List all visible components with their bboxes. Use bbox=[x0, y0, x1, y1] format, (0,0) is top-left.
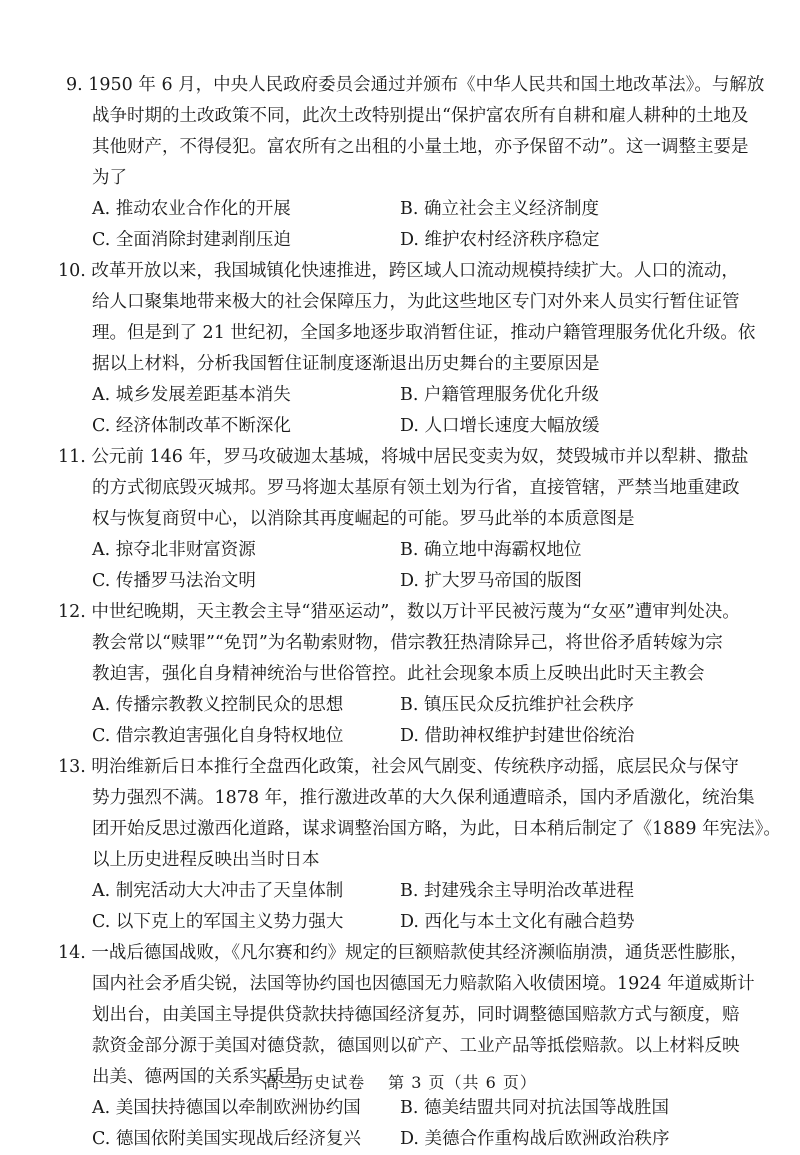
question-stem-line bbox=[58, 442, 749, 473]
question-14 bbox=[58, 938, 755, 1155]
answer-option: C. 全面消除封建剥削压迫 bbox=[92, 230, 291, 250]
stem-text: 明治维新后日本推行全盘西化政策，社会风气剧变、传统秩序动摇，底层民众与保守 bbox=[91, 757, 739, 777]
stem-text: 给人口聚集地带来极大的社会保障压力，为此这些地区专门对外来人员实行暂住证管 bbox=[92, 292, 740, 312]
question-13 bbox=[58, 752, 781, 938]
options-row bbox=[92, 566, 712, 597]
question-stem-line bbox=[92, 628, 723, 659]
options-row bbox=[92, 876, 712, 907]
answer-option: D. 维护农村经济秩序稳定 bbox=[400, 230, 600, 250]
question-stem-line bbox=[92, 473, 740, 504]
answer-option: B. 确立社会主义经济制度 bbox=[400, 199, 599, 219]
question-stem-line bbox=[92, 814, 781, 845]
question-stem-line bbox=[92, 318, 756, 349]
answer-option: C. 借宗教迫害强化自身特权地位 bbox=[92, 726, 344, 746]
options-row bbox=[92, 907, 712, 938]
question-number: 11. bbox=[58, 447, 86, 467]
question-stem-line bbox=[58, 597, 740, 628]
stem-text: 战争时期的土改政策不同，此次土改特别提出“保护富农所有自耕和雇人耕种的土地及 bbox=[92, 106, 749, 126]
options-row bbox=[92, 225, 712, 256]
options-row bbox=[92, 380, 712, 411]
question-stem-line bbox=[92, 163, 712, 194]
question-10 bbox=[58, 256, 756, 442]
question-stem-line bbox=[92, 101, 749, 132]
answer-option: C. 传播罗马法治文明 bbox=[92, 571, 256, 591]
stem-text: 理。但是到了 21 世纪初，全国多地逐步取消暂住证，推动户籍管理服务优化升级。依 bbox=[92, 323, 756, 343]
answer-option: D. 美德合作重构战后欧洲政治秩序 bbox=[400, 1129, 670, 1149]
question-stem-line bbox=[58, 938, 748, 969]
question-number: 13. bbox=[58, 757, 86, 777]
stem-text: 改革开放以来，我国城镇化快速推进，跨区域人口流动规模持续扩大。人口的流动， bbox=[91, 261, 739, 281]
stem-text: 划出台，由美国主导提供贷款扶持德国经济复苏，同时调整德国赔款方式与额度，赔 bbox=[92, 1005, 740, 1025]
question-number: 12. bbox=[58, 602, 86, 622]
stem-text: 其他财产，不得侵犯。富农所有之出租的小量土地，亦予保留不动”。这一调整主要是 bbox=[92, 137, 749, 157]
question-stem-line bbox=[66, 70, 765, 101]
options-row bbox=[92, 194, 712, 225]
answer-option: B. 户籍管理服务优化升级 bbox=[400, 385, 599, 405]
answer-option: A. 美国扶持德国以牵制欧洲协约国 bbox=[92, 1098, 361, 1118]
options-row bbox=[92, 690, 712, 721]
options-row bbox=[92, 1093, 712, 1124]
answer-option: A. 制宪活动大大冲击了天皇体制 bbox=[92, 881, 344, 901]
question-number: 14. bbox=[58, 943, 86, 963]
question-stem-line bbox=[92, 1031, 740, 1062]
question-stem-line bbox=[92, 349, 712, 380]
question-number: 9. bbox=[66, 75, 83, 95]
answer-option: B. 镇压民众反抗维护社会秩序 bbox=[400, 695, 634, 715]
stem-text: 教迫害，强化自身精神统治与世俗管控。此社会现象本质上反映出此时天主教会 bbox=[92, 664, 705, 684]
question-stem-line bbox=[92, 659, 712, 690]
question-stem-line bbox=[92, 287, 740, 318]
question-stem-line bbox=[58, 256, 739, 287]
question-9 bbox=[66, 70, 765, 256]
options-row bbox=[92, 1124, 712, 1155]
answer-option: D. 西化与本土文化有融合趋势 bbox=[400, 912, 635, 932]
question-stem-line bbox=[92, 504, 712, 535]
answer-option: B. 封建残余主导明治改革进程 bbox=[400, 881, 634, 901]
stem-text: 教会常以“赎罪”“免罚”为名勒索财物，借宗教狂热清除异己，将世俗矛盾转嫁为宗 bbox=[92, 633, 723, 653]
options-row bbox=[92, 721, 712, 752]
stem-text: 团开始反思过激西化道路，谋求调整治国方略，为此，日本稍后制定了《1889 年宪法》。 bbox=[92, 819, 781, 839]
stem-text: 出美、德两国的关系实质是 bbox=[92, 1067, 302, 1087]
answer-option: B. 德美结盟共同对抗法国等战胜国 bbox=[400, 1098, 669, 1118]
answer-option: B. 确立地中海霸权地位 bbox=[400, 540, 582, 560]
stem-text: 的方式彻底毁灭城邦。罗马将迦太基原有领土划为行省，直接管辖，严禁当地重建政 bbox=[92, 478, 740, 498]
stem-text: 据以上材料，分析我国暂住证制度逐渐退出历史舞台的主要原因是 bbox=[92, 354, 600, 374]
question-stem-line bbox=[92, 845, 712, 876]
stem-text: 权与恢复商贸中心，以消除其再度崛起的可能。罗马此举的本质意图是 bbox=[92, 509, 635, 529]
answer-option: D. 人口增长速度大幅放缓 bbox=[400, 416, 600, 436]
stem-text: 一战后德国战败，《凡尔赛和约》规定的巨额赔款使其经济濒临崩溃，通货恶性膨胀， bbox=[91, 943, 748, 963]
answer-option: C. 以下克上的军国主义势力强大 bbox=[92, 912, 344, 932]
question-list bbox=[58, 70, 781, 1155]
question-stem-line bbox=[92, 783, 755, 814]
stem-text: 国内社会矛盾尖锐，法国等协约国也因德国无力赔款陷入收债困境。1924 年道威斯计 bbox=[92, 974, 755, 994]
options-row bbox=[92, 535, 712, 566]
answer-option: C. 德国依附美国实现战后经济复兴 bbox=[92, 1129, 361, 1149]
answer-option: A. 推动农业合作化的开展 bbox=[92, 199, 291, 219]
stem-text: 公元前 146 年，罗马攻破迦太基城，将城中居民变卖为奴，焚毁城市并以犁耕、撒盐 bbox=[91, 447, 749, 467]
answer-option: C. 经济体制改革不断深化 bbox=[92, 416, 291, 436]
answer-option: D. 扩大罗马帝国的版图 bbox=[400, 571, 583, 591]
answer-option: A. 掠夺北非财富资源 bbox=[92, 540, 256, 560]
question-stem-line bbox=[58, 752, 739, 783]
stem-text: 为了 bbox=[92, 168, 127, 188]
question-stem-line bbox=[92, 1000, 740, 1031]
answer-option: D. 借助神权维护封建世俗统治 bbox=[400, 726, 635, 746]
page-footer: 高三历史试卷 第 3 页（共 6 页） bbox=[263, 1073, 537, 1092]
stem-text: 1950 年 6 月，中央人民政府委员会通过并颁布《中华人民共和国土地改革法》。与解放 bbox=[88, 75, 765, 95]
question-stem-line bbox=[92, 969, 755, 1000]
question-number: 10. bbox=[58, 261, 86, 281]
stem-text: 中世纪晚期，天主教会主导“猎巫运动”，数以万计平民被污蔑为“女巫”遭审判处决。 bbox=[91, 602, 740, 622]
question-12 bbox=[58, 597, 740, 752]
question-11 bbox=[58, 442, 749, 597]
answer-option: A. 传播宗教教义控制民众的思想 bbox=[92, 695, 344, 715]
stem-text: 势力强烈不满。1878 年，推行激进改革的大久保利通遭暗杀，国内矛盾激化，统治集 bbox=[92, 788, 755, 808]
answer-option: A. 城乡发展差距基本消失 bbox=[92, 385, 291, 405]
stem-text: 以上历史进程反映出当时日本 bbox=[92, 850, 320, 870]
stem-text: 款资金部分源于美国对德贷款，德国则以矿产、工业产品等抵偿赔款。以上材料反映 bbox=[92, 1036, 740, 1056]
options-row bbox=[92, 411, 712, 442]
question-stem-line bbox=[92, 132, 749, 163]
